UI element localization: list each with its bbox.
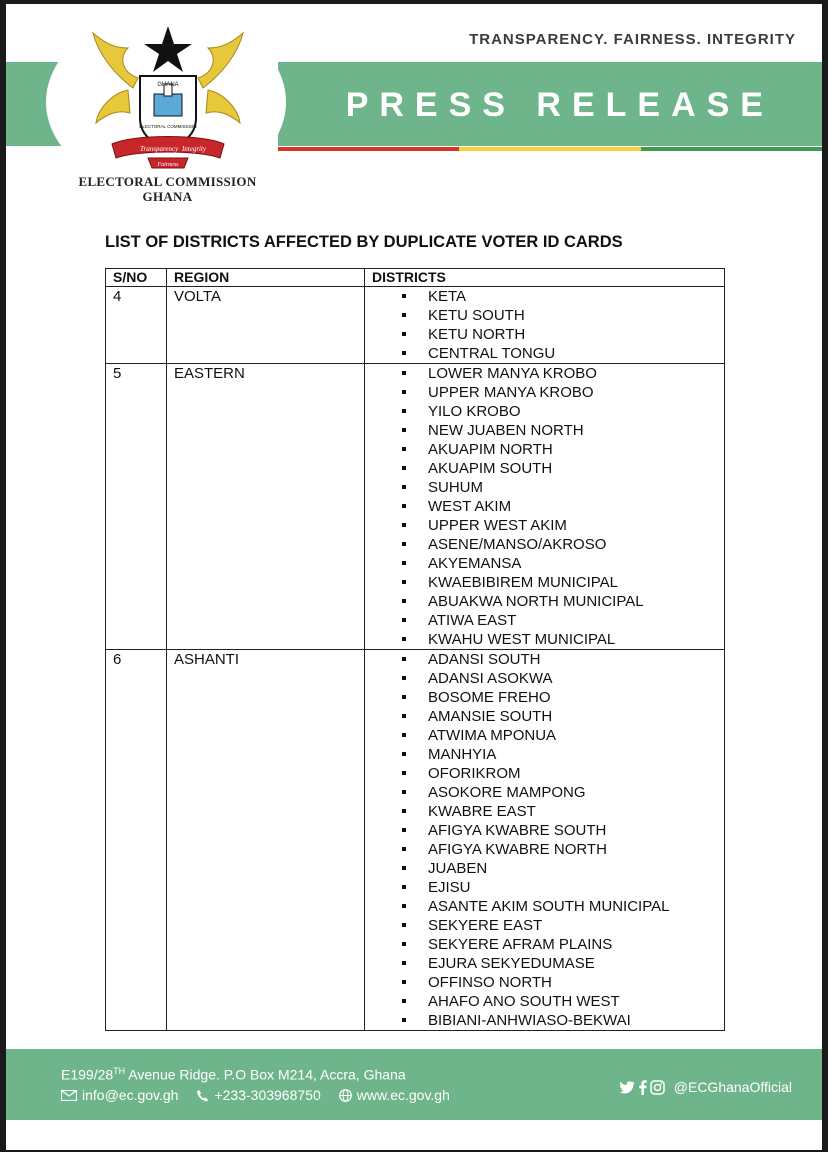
globe-icon [339,1089,352,1102]
flag-stripe-yellow [459,147,640,151]
district-item: KWAEBIBIREM MUNICIPAL [402,573,724,592]
cell-region: VOLTA [167,287,365,364]
district-item: AFIGYA KWABRE SOUTH [402,821,724,840]
district-item: ASOKORE MAMPONG [402,783,724,802]
district-item: KWAHU WEST MUNICIPAL [402,630,724,649]
press-release-page [6,4,822,1150]
footer-contacts [61,1087,468,1103]
district-item: SEKYERE EAST [402,916,724,935]
cell-region: EASTERN [167,364,365,650]
district-item: MANHYIA [402,745,724,764]
districts-table [105,268,725,1031]
district-item: WEST AKIM [402,497,724,516]
facebook-icon [638,1080,647,1095]
district-item: AHAFO ANO SOUTH WEST [402,992,724,1011]
district-item: ATIWA EAST [402,611,724,630]
footer-social[interactable] [620,1079,792,1095]
district-item: OFORIKROM [402,764,724,783]
table-header-row [106,269,725,287]
right-eagle [198,33,243,123]
district-item: ABUAKWA NORTH MUNICIPAL [402,592,724,611]
district-list [372,364,724,649]
district-item: NEW JUABEN NORTH [402,421,724,440]
district-item: CENTRAL TONGU [402,344,724,363]
district-item: AKUAPIM SOUTH [402,459,724,478]
district-item: ASANTE AKIM SOUTH MUNICIPAL [402,897,724,916]
table-body [106,287,725,1031]
cell-sno: 6 [106,650,167,1031]
flag-stripe [278,147,822,151]
district-item: KETU NORTH [402,325,724,344]
cell-region: ASHANTI [167,650,365,1031]
cell-sno: 4 [106,287,167,364]
organization-country: GHANA [142,189,193,204]
document-title: LIST OF DISTRICTS AFFECTED BY DUPLICATE VOTER ID CARDS [105,233,623,251]
left-eagle [93,33,138,123]
press-release-title: PRESS RELEASE [345,86,774,124]
district-item: LOWER MANYA KROBO [402,364,724,383]
district-item: EJURA SEKYEDUMASE [402,954,724,973]
organization-name: ELECTORAL COMMISSION [78,174,257,189]
district-item: KETA [402,287,724,306]
header-districts: DISTRICTS [365,269,725,287]
district-item: BIBIANI-ANHWIASO-BEKWAI [402,1011,724,1030]
district-item: UPPER WEST AKIM [402,516,724,535]
district-item: AKUAPIM NORTH [402,440,724,459]
district-item: BOSOME FREHO [402,688,724,707]
table-row [106,287,725,364]
district-item: KETU SOUTH [402,306,724,325]
district-item: SUHUM [402,478,724,497]
district-item: UPPER MANYA KROBO [402,383,724,402]
black-star [144,26,192,72]
svg-text:Transparency: Transparency [140,145,179,153]
district-item: ATWIMA MPONUA [402,726,724,745]
cell-sno: 5 [106,364,167,650]
flag-stripe-red [278,147,459,151]
footer-email[interactable]: info@ec.gov.gh [61,1087,178,1103]
social-handle: @ECGhanaOfficial [673,1079,792,1095]
district-list [372,287,724,363]
svg-text:ELECTORAL COMMISSION: ELECTORAL COMMISSION [139,124,197,129]
footer [6,1049,822,1120]
district-item: AFIGYA KWABRE NORTH [402,840,724,859]
header-region: REGION [167,269,365,287]
footer-address: E199/28TH Avenue Ridge. P.O Box M214, Accra, Ghana [61,1066,406,1083]
flag-stripe-green [641,147,822,151]
mail-icon [61,1090,77,1101]
district-item: AMANSIE SOUTH [402,707,724,726]
district-item: EJISU [402,878,724,897]
table-row [106,364,725,650]
svg-text:Fairness: Fairness [157,162,179,168]
tagline: TRANSPARENCY. FAIRNESS. INTEGRITY [469,31,796,48]
district-item: JUABEN [402,859,724,878]
district-list [372,650,724,1030]
footer-website[interactable]: www.ec.gov.gh [339,1087,450,1103]
district-item: KWABRE EAST [402,802,724,821]
district-item: YILO KROBO [402,402,724,421]
instagram-icon [650,1080,665,1095]
district-item: AKYEMANSA [402,554,724,573]
svg-text:Integrity: Integrity [181,145,207,153]
cell-districts [365,650,725,1031]
cell-districts [365,364,725,650]
district-item: ADANSI ASOKWA [402,669,724,688]
ec-ghana-emblem [78,18,258,178]
district-item: OFFINSO NORTH [402,973,724,992]
district-item: SEKYERE AFRAM PLAINS [402,935,724,954]
svg-text:GHANA: GHANA [157,82,179,88]
twitter-icon [620,1081,635,1094]
phone-icon [196,1089,209,1102]
header-sno: S/NO [106,269,167,287]
table-row [106,650,725,1031]
district-item: ADANSI SOUTH [402,650,724,669]
district-item: ASENE/MANSO/AKROSO [402,535,724,554]
footer-phone[interactable]: +233-303968750 [196,1087,320,1103]
cell-districts [365,287,725,364]
